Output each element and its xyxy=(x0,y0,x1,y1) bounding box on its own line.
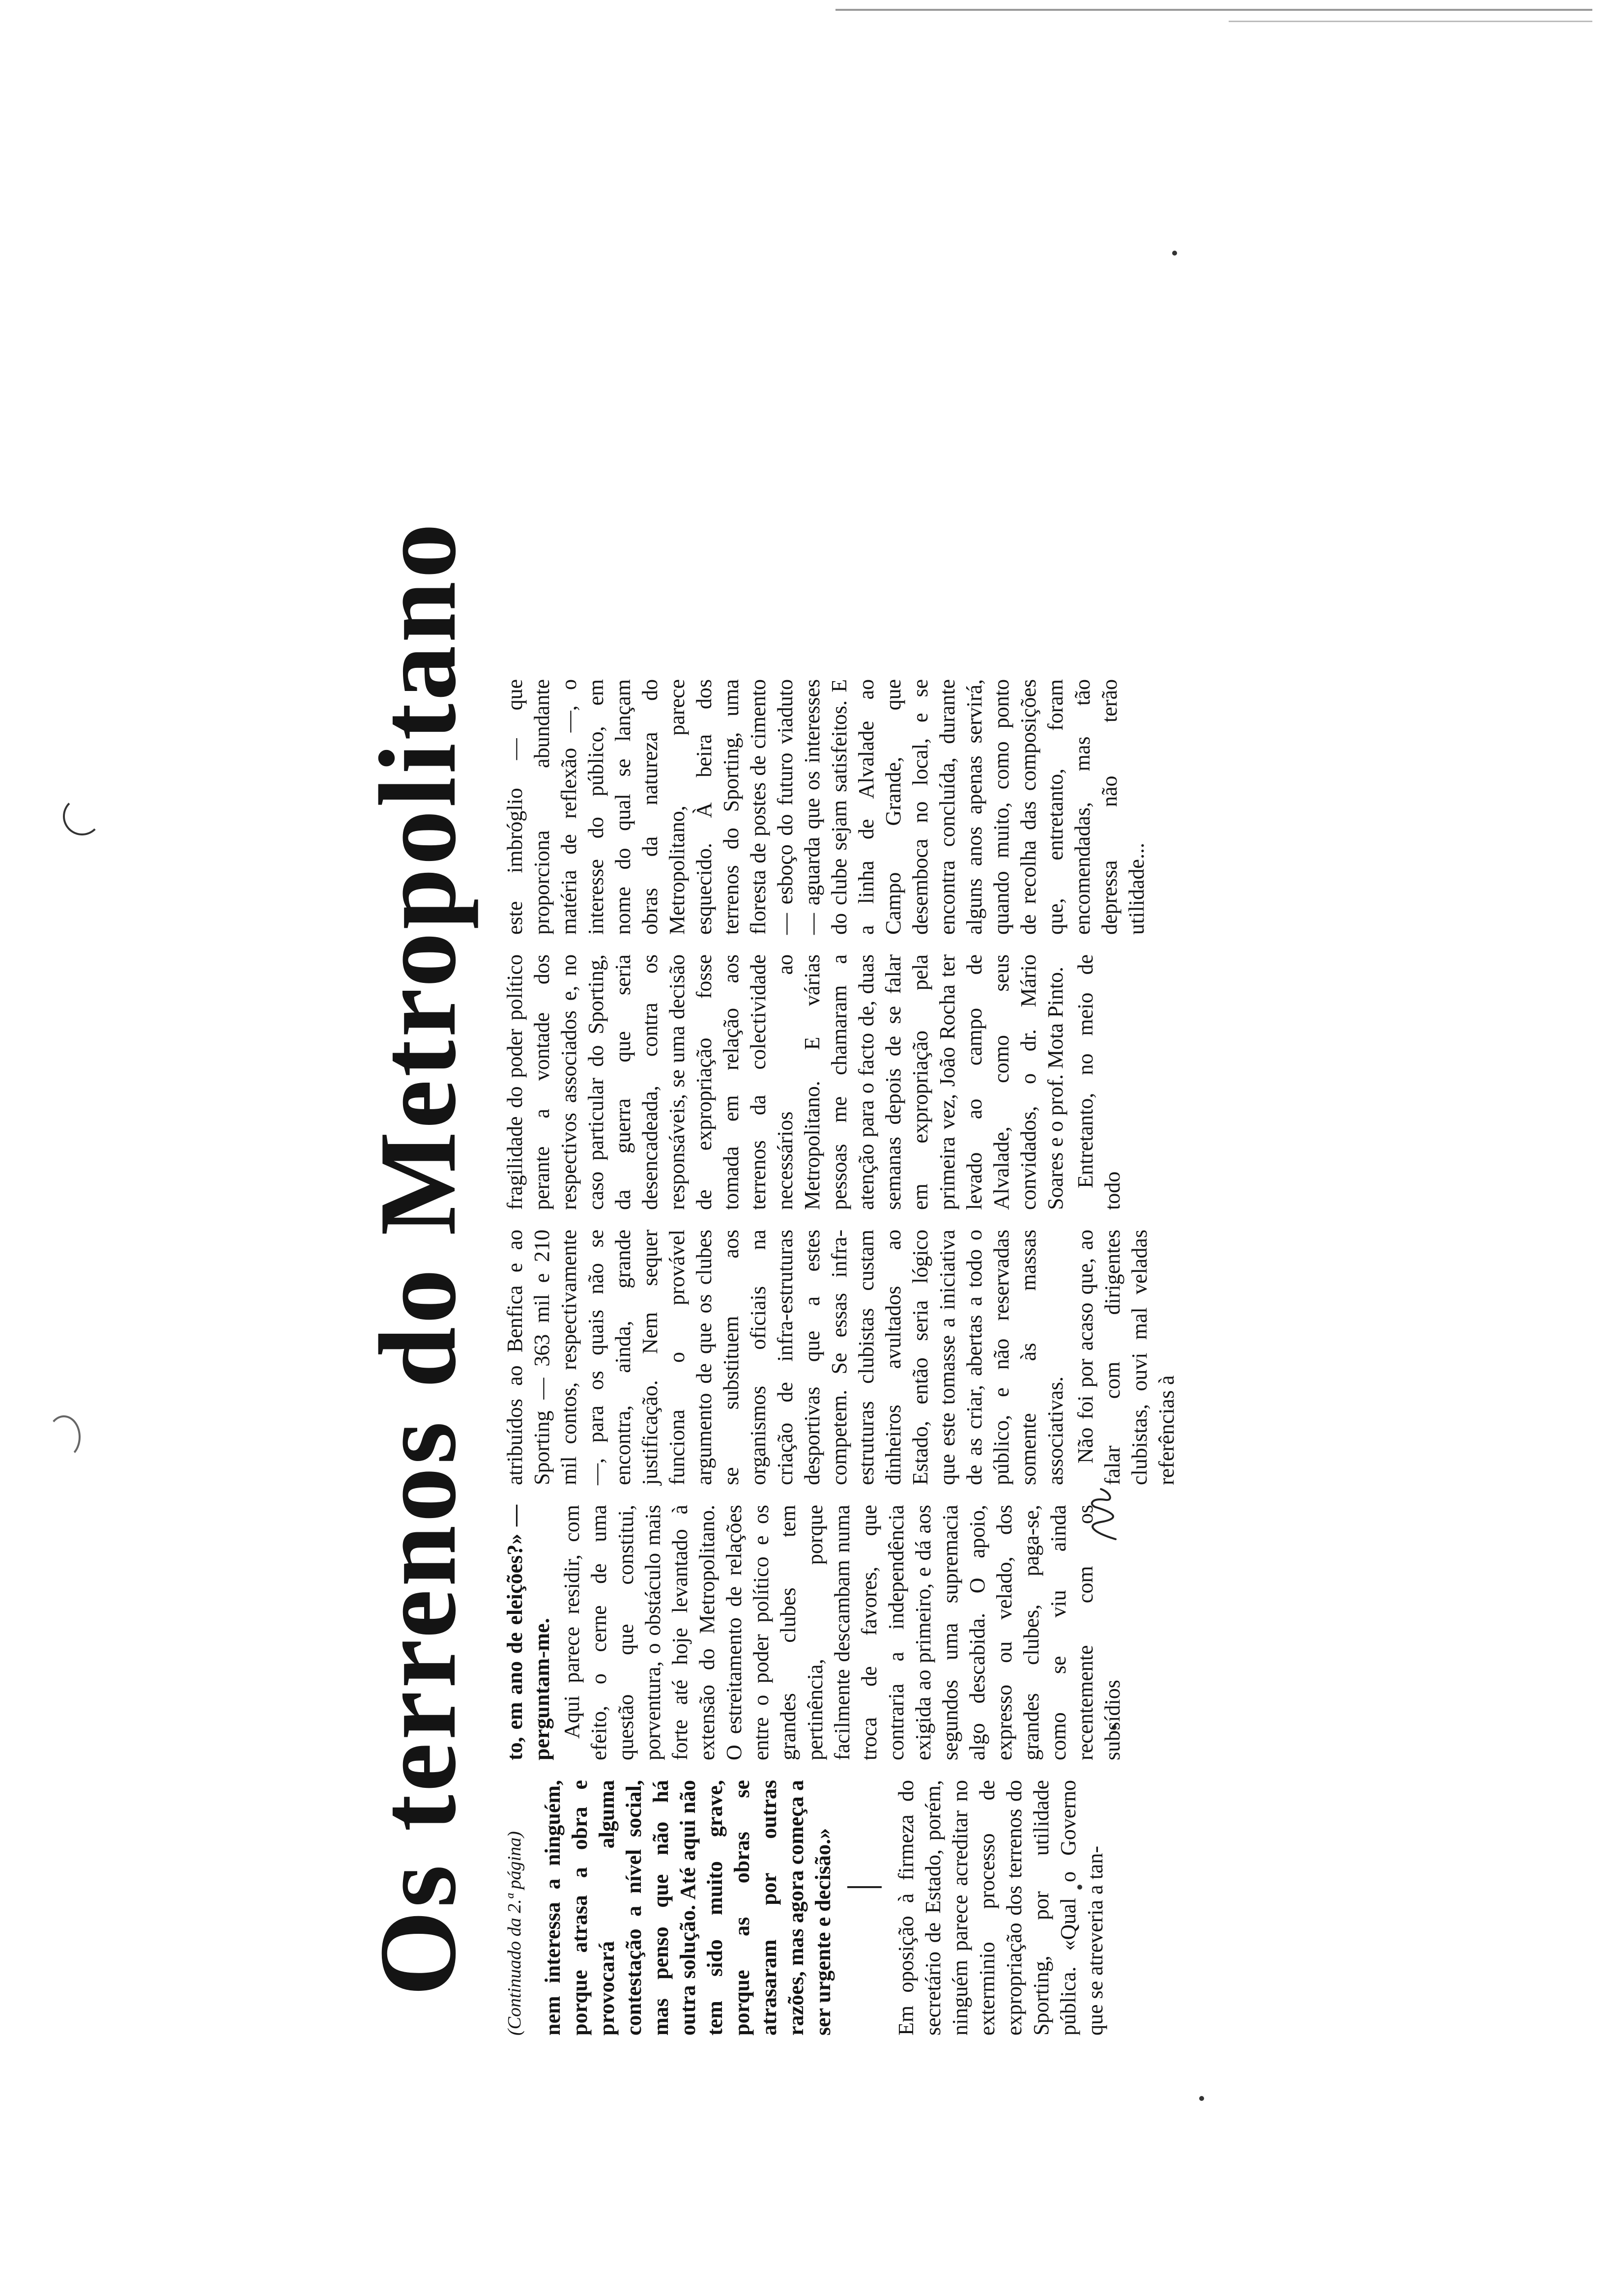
scan-speck xyxy=(1199,2096,1204,2101)
paragraph: Não foi por acaso que, ao falar com dirigentes clubistas, ouvi mal veladas referências à xyxy=(1073,1230,1179,1485)
continued-note: (Continuado da 2.ª página) xyxy=(504,1831,525,2036)
paragraph: este imbróglio — que proporciona abundante matéria de reflexão —, o interesse do público, em nome do qual se lançam obras da natureza do Metropolitano, parece esquecido. À beira dos terrenos do Sporting, uma floresta de postes de cimento — esboço do futuro viaduto — aguarda que os interesses do clube sejam satisfeitos. E a linha de Alvalade ao Campo Grande, que desemboca no local, e se encontra concluída, durante alguns anos apenas servirá, quando muito, como ponto de recolha das composições que, entretanto, foram encomendadas, mas tão depressa não terão utilidade... xyxy=(503,679,1149,935)
article-column-1 xyxy=(501,1780,1107,2036)
paragraph: to, em ano de eleições?» — perguntam-me. xyxy=(503,1505,554,1760)
article-headline: Os terrenos do Metropolitano xyxy=(357,520,479,1996)
paragraph: atribuídos ao Benfica e ao Sporting — 363 mil e 210 mil contos, respectivamente —, para os quais não se encontra, ainda, grande justificação. Nem sequer funciona o provável argumento de que os clubes se substituem aos organismos oficiais na criação de infra-estruturas desportivas que a estes competem. Se essas infra-estruturas clubistas custam dinheiros avultados ao Estado, então seria lógico que este tomasse a iniciativa de as criar, abertas a todo o público, e não reservadas somente às massas associativas. xyxy=(503,1230,1067,1485)
punch-hole-mark xyxy=(47,1415,81,1459)
paragraph: Aqui parece residir, com efeito, o cerne de uma questão que constitui, porventura, o obstáculo mais forte até hoje levantado à extensão do Metropolitano. O estreitamento de relações entre o poder político e os grandes clubes tem pertinência, porque facilmente descambam numa troca de favores, que contraria a independência exigida ao primeiro, e dá aos segundos uma supremacia algo descabida. O apoio, expresso ou velado, dos grandes clubes, paga-se, como se viu ainda recentemente com os subsídios xyxy=(560,1505,1124,1760)
scan-speck xyxy=(1172,251,1177,256)
newspaper-clipping xyxy=(354,266,1179,2036)
column-separator xyxy=(847,1886,882,1888)
scan-edge-line xyxy=(835,9,1592,11)
article-column-3 xyxy=(501,1230,1179,1485)
punch-hole-mark xyxy=(63,797,101,835)
handwritten-signature xyxy=(1081,1485,1125,1544)
article-column-4 xyxy=(501,954,1124,1210)
paragraph: nem interessa a ninguém, porque atrasa a obra e provocará alguma contestação a nível social, mas penso que não há outra solução. Até aqui não tem sido muito grave, porque as obras se atrasaram por outras razões, mas agora começa a ser urgente e decisão.» xyxy=(541,1780,835,2036)
paragraph: Em oposição à firmeza do secretário de Estado, porém, ninguém parece acreditar no exterminio processo de expropriação dos terrenos do Sporting, por utilidade pública. «Qual o Governo que se atreveria a tan- xyxy=(894,1780,1107,2036)
article-column-2 xyxy=(501,1505,1124,1760)
paragraph: fragilidade do poder político perante a vontade dos respectivos associados e, no caso particular do Sporting, da guerra que seria desencadeada, contra os responsáveis, se uma decisão de expropriação fosse tomada em relação aos terrenos da colectividade necessários ao Metropolitano. E várias pessoas me chamaram a atenção para o facto de, duas semanas depois de se falar em expropriação pela primeira vez, João Rocha ter levado ao campo de Alvalade, como seus convidados, o dr. Mário Soares e o prof. Mota Pinto. xyxy=(503,954,1067,1210)
article-column-5 xyxy=(501,679,1149,935)
paragraph: Entretanto, no meio de todo xyxy=(1073,954,1124,1210)
scan-edge-line xyxy=(1229,21,1592,22)
